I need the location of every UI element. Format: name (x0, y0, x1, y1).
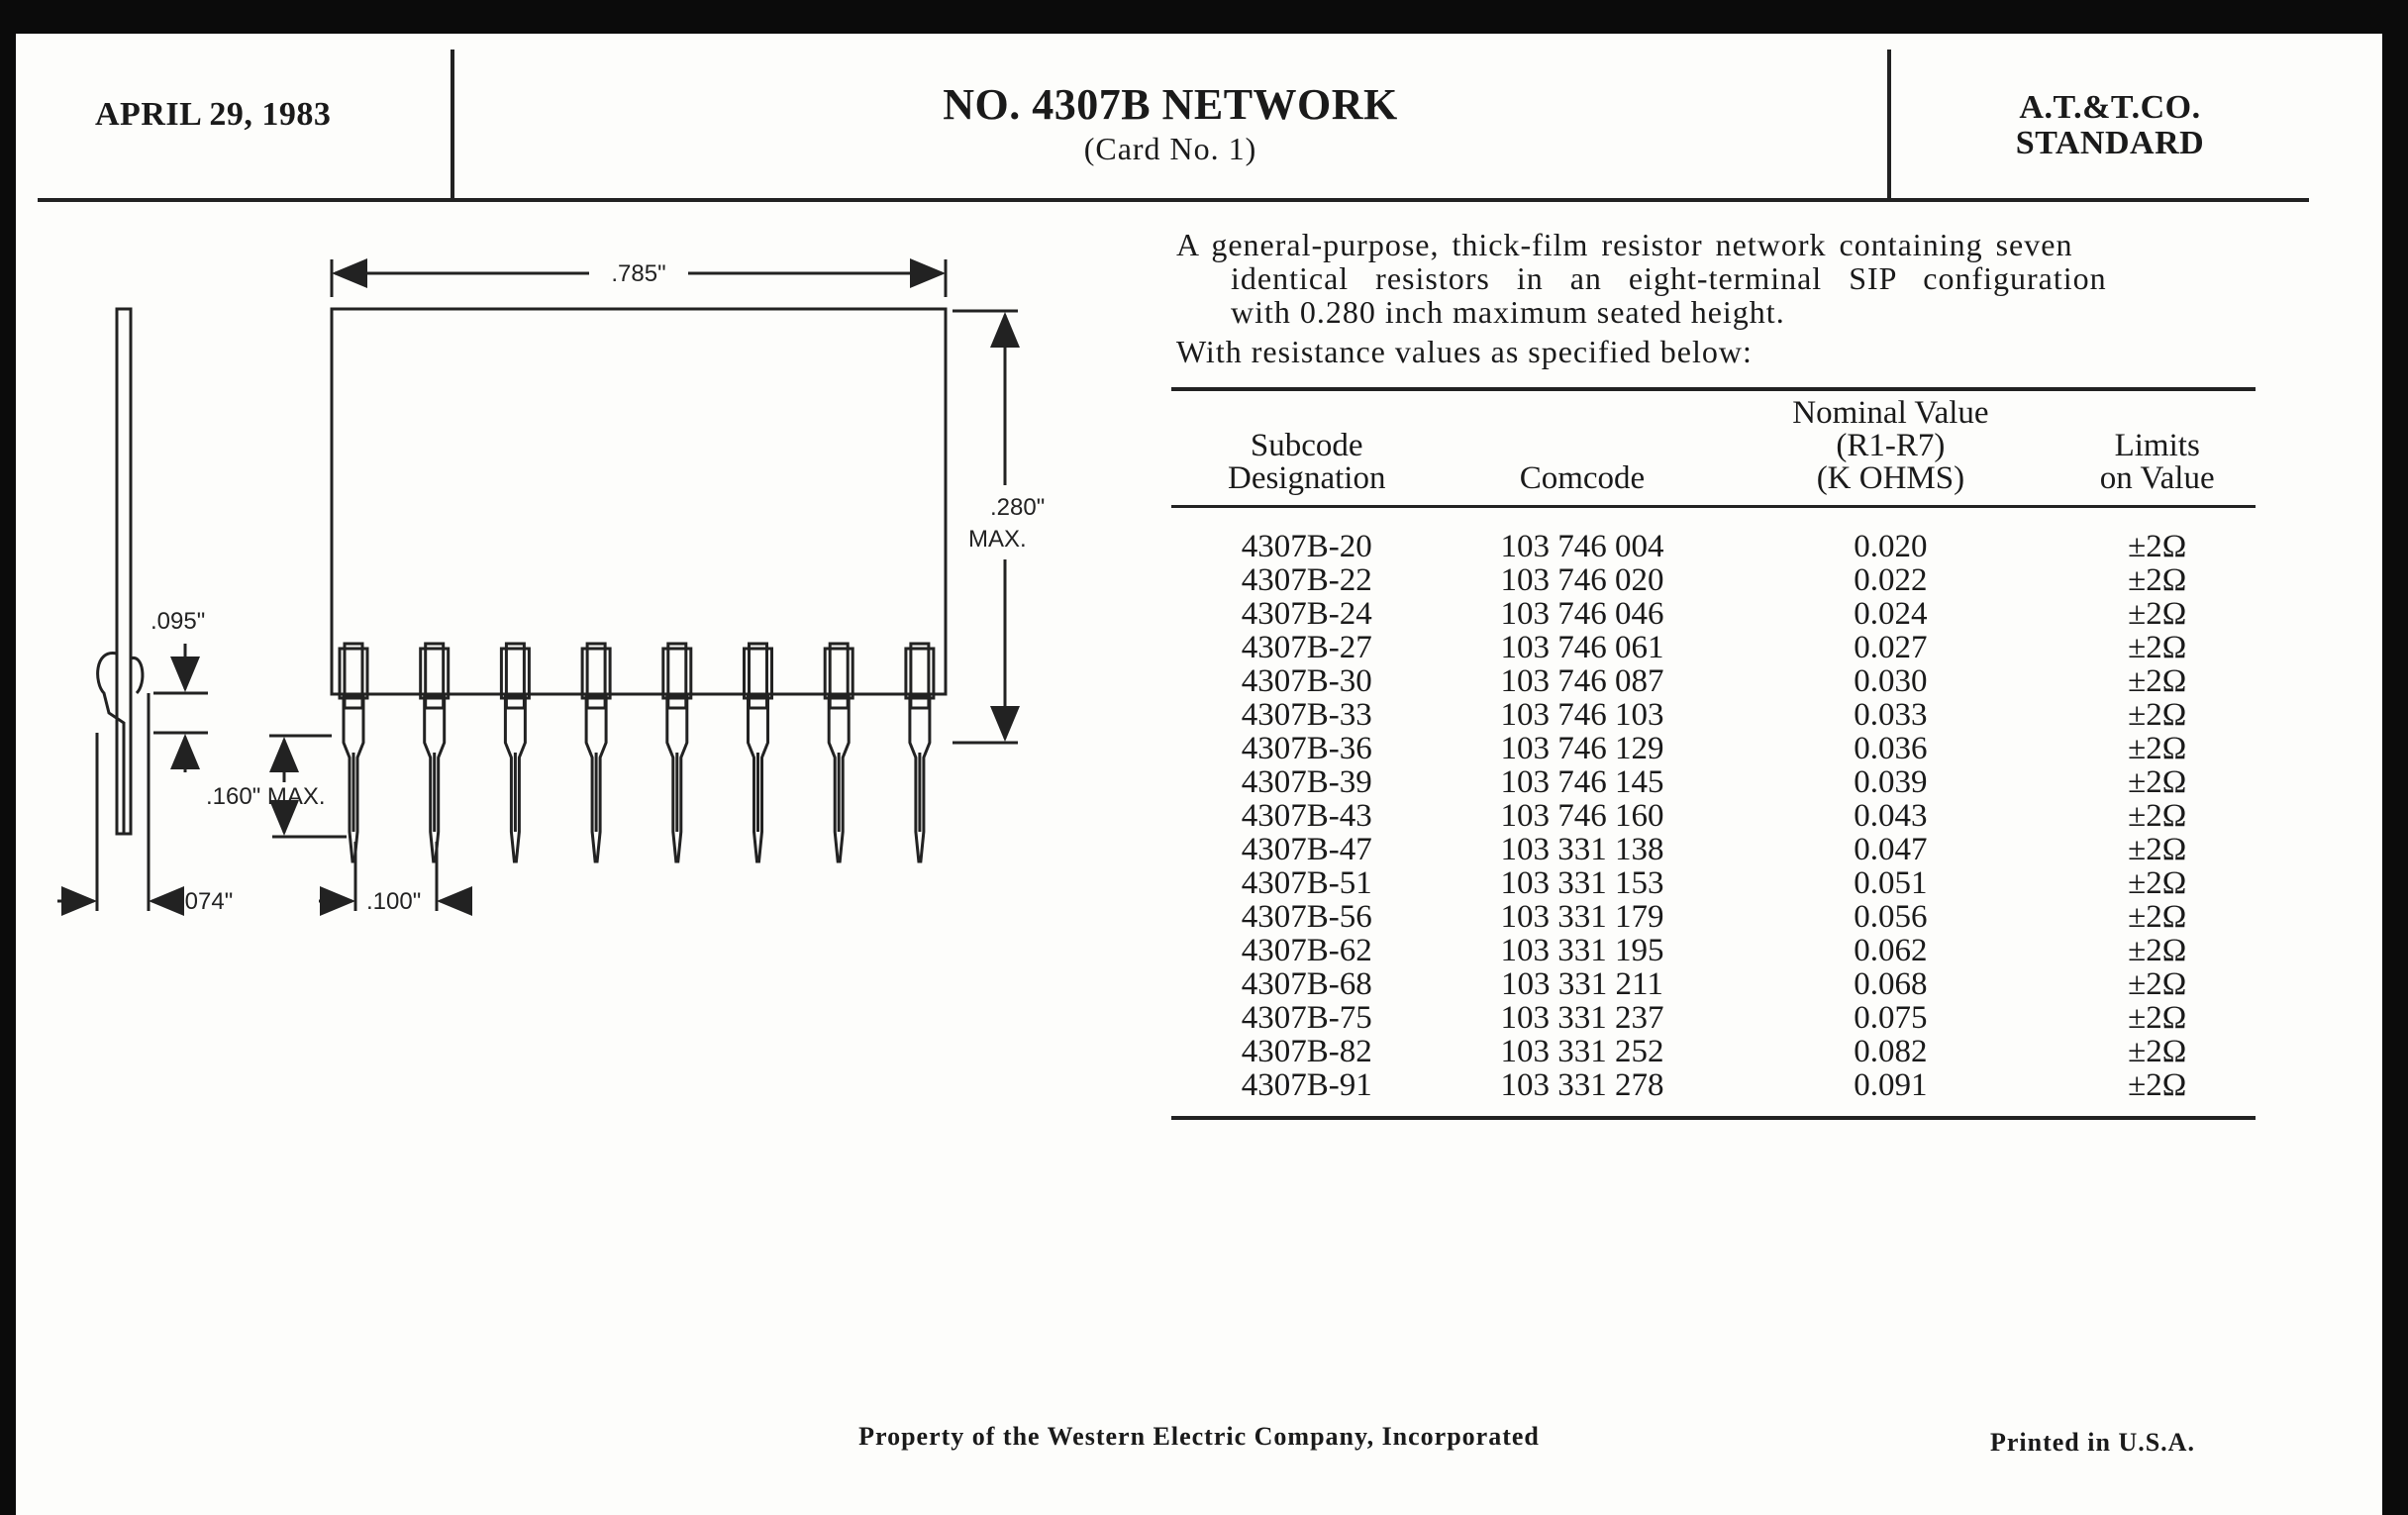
nominal-cell: 0.047 (1854, 832, 1928, 867)
table-row (1171, 1068, 2256, 1118)
page-title: NO. 4307B NETWORK (943, 80, 1398, 129)
nominal-cell: 0.027 (1854, 630, 1928, 665)
table-row (1171, 507, 2256, 564)
width-dimension-label: .785" (611, 260, 666, 287)
nominal-cell: 0.068 (1854, 966, 1928, 1002)
limits-cell: ±2Ω (2128, 832, 2187, 867)
table-row (1171, 1035, 2256, 1068)
subcode-cell: 4307B-27 (1241, 630, 1372, 665)
table-row (1171, 967, 2256, 1001)
thickness-label: .074" (178, 888, 234, 915)
comcode-cell: 103 746 020 (1500, 562, 1664, 598)
nominal-cell: 0.039 (1854, 764, 1928, 800)
subcode-cell: 4307B-20 (1241, 529, 1372, 564)
comcode-cell: 103 746 129 (1500, 731, 1664, 766)
subcode-cell: 4307B-62 (1241, 933, 1372, 968)
nominal-cell: 0.022 (1854, 562, 1928, 598)
subcode-cell: 4307B-36 (1241, 731, 1372, 766)
terminal-pin (582, 644, 610, 861)
table-row (1171, 631, 2256, 664)
comcode-cell: 103 746 160 (1500, 798, 1664, 834)
subcode-cell: 4307B-33 (1241, 697, 1372, 733)
table-row (1171, 900, 2256, 934)
limits-cell: ±2Ω (2128, 933, 2187, 968)
limits-cell: ±2Ω (2128, 596, 2187, 632)
limits-cell: ±2Ω (2128, 1067, 2187, 1103)
subcode-cell: 4307B-82 (1241, 1034, 1372, 1069)
nominal-cell: 0.020 (1854, 529, 1928, 564)
comcode-cell: 103 746 087 (1500, 663, 1664, 699)
terminal-pin (745, 644, 772, 861)
nominal-cell: 0.036 (1854, 731, 1928, 766)
table-row (1171, 1001, 2256, 1035)
col-subcode: Subcode Designation (1171, 389, 1442, 507)
printed-notice: Printed in U.S.A. (1990, 1428, 2195, 1457)
comcode-cell: 103 331 179 (1500, 899, 1664, 935)
subcode-cell: 4307B-51 (1241, 865, 1372, 901)
limits-cell: ±2Ω (2128, 764, 2187, 800)
subcode-cell: 4307B-47 (1241, 832, 1372, 867)
comcode-cell: 103 331 237 (1500, 1000, 1664, 1036)
package-body (332, 309, 946, 694)
table-row (1171, 698, 2256, 732)
nominal-cell: 0.024 (1854, 596, 1928, 632)
terminal-pin (421, 644, 449, 861)
terminal-pin (825, 644, 853, 861)
terminal-pin (501, 644, 529, 861)
subcode-cell: 4307B-24 (1241, 596, 1372, 632)
comcode-cell: 103 331 211 (1501, 966, 1663, 1002)
limits-cell: ±2Ω (2128, 529, 2187, 564)
height-max-label: MAX. (968, 526, 1027, 553)
table-row (1171, 799, 2256, 833)
subcode-cell: 4307B-39 (1241, 764, 1372, 800)
nominal-cell: 0.075 (1854, 1000, 1928, 1036)
limits-cell: ±2Ω (2128, 562, 2187, 598)
col-comcode: Comcode (1442, 389, 1722, 507)
lead-length-label: .160" MAX. (206, 783, 326, 810)
resistance-table (1171, 387, 2256, 1120)
subcode-cell: 4307B-91 (1241, 1067, 1372, 1103)
comcode-cell: 103 331 195 (1500, 933, 1664, 968)
limits-cell: ±2Ω (2128, 1034, 2187, 1069)
comcode-cell: 103 746 061 (1500, 630, 1664, 665)
nominal-cell: 0.062 (1854, 933, 1928, 968)
description-line-4: With resistance values as specified below: (1176, 334, 1753, 369)
limits-cell: ±2Ω (2128, 731, 2187, 766)
nominal-cell: 0.043 (1854, 798, 1928, 834)
table-row (1171, 934, 2256, 967)
nominal-cell: 0.082 (1854, 1034, 1928, 1069)
standard-line-2: STANDARD (2015, 125, 2205, 161)
subcode-cell: 4307B-68 (1241, 966, 1372, 1002)
subcode-cell: 4307B-43 (1241, 798, 1372, 834)
limits-cell: ±2Ω (2128, 966, 2187, 1002)
card-date: APRIL 29, 1983 (95, 96, 332, 133)
subcode-cell: 4307B-30 (1241, 663, 1372, 699)
comcode-cell: 103 331 252 (1500, 1034, 1664, 1069)
height-dimension-label: .280" (990, 494, 1046, 521)
limits-cell: ±2Ω (2128, 798, 2187, 834)
table-header-row (1171, 389, 2256, 507)
table-row (1171, 833, 2256, 866)
comcode-cell: 103 746 004 (1500, 529, 1664, 564)
description-line-2: identical resistors in an eight-terminal SIP configuration (1231, 260, 2107, 296)
col-limits: Limits on Value (2058, 389, 2256, 507)
comcode-cell: 103 746 046 (1500, 596, 1664, 632)
description-line-1: A general-purpose, thick-film resistor network containing seven (1176, 227, 2073, 262)
table-row (1171, 866, 2256, 900)
comcode-cell: 103 746 145 (1500, 764, 1664, 800)
limits-cell: ±2Ω (2128, 1000, 2187, 1036)
limits-cell: ±2Ω (2128, 697, 2187, 733)
comcode-cell: 103 746 103 (1500, 697, 1664, 733)
comcode-cell: 103 331 138 (1500, 832, 1664, 867)
comcode-cell: 103 331 153 (1500, 865, 1664, 901)
table-row (1171, 563, 2256, 597)
terminal-pins (340, 644, 934, 861)
subcode-cell: 4307B-75 (1241, 1000, 1372, 1036)
nominal-cell: 0.033 (1854, 697, 1928, 733)
comcode-cell: 103 331 278 (1500, 1067, 1664, 1103)
table-row (1171, 765, 2256, 799)
table-row (1171, 664, 2256, 698)
limits-cell: ±2Ω (2128, 663, 2187, 699)
card-number: (Card No. 1) (1083, 131, 1257, 166)
col-nominal: Nominal Value (R1-R7) (K OHMS) (1722, 389, 2058, 507)
description-line-3: with 0.280 inch maximum seated height. (1231, 294, 1785, 330)
terminal-pin (906, 644, 934, 861)
subcode-cell: 4307B-56 (1241, 899, 1372, 935)
nominal-cell: 0.056 (1854, 899, 1928, 935)
nominal-cell: 0.091 (1854, 1067, 1928, 1103)
table-row (1171, 732, 2256, 765)
limits-cell: ±2Ω (2128, 630, 2187, 665)
limits-cell: ±2Ω (2128, 899, 2187, 935)
terminal-pin (340, 644, 367, 861)
nominal-cell: 0.030 (1854, 663, 1928, 699)
standoff-label: .095" (150, 608, 206, 635)
table-row (1171, 597, 2256, 631)
nominal-cell: 0.051 (1854, 865, 1928, 901)
property-notice: Property of the Western Electric Company, Incorporated (858, 1422, 1540, 1451)
standard-line-1: A.T.&T.CO. (2019, 89, 2201, 126)
terminal-pin (663, 644, 691, 861)
pitch-label: .100" (366, 888, 422, 915)
subcode-cell: 4307B-22 (1241, 562, 1372, 598)
limits-cell: ±2Ω (2128, 865, 2187, 901)
